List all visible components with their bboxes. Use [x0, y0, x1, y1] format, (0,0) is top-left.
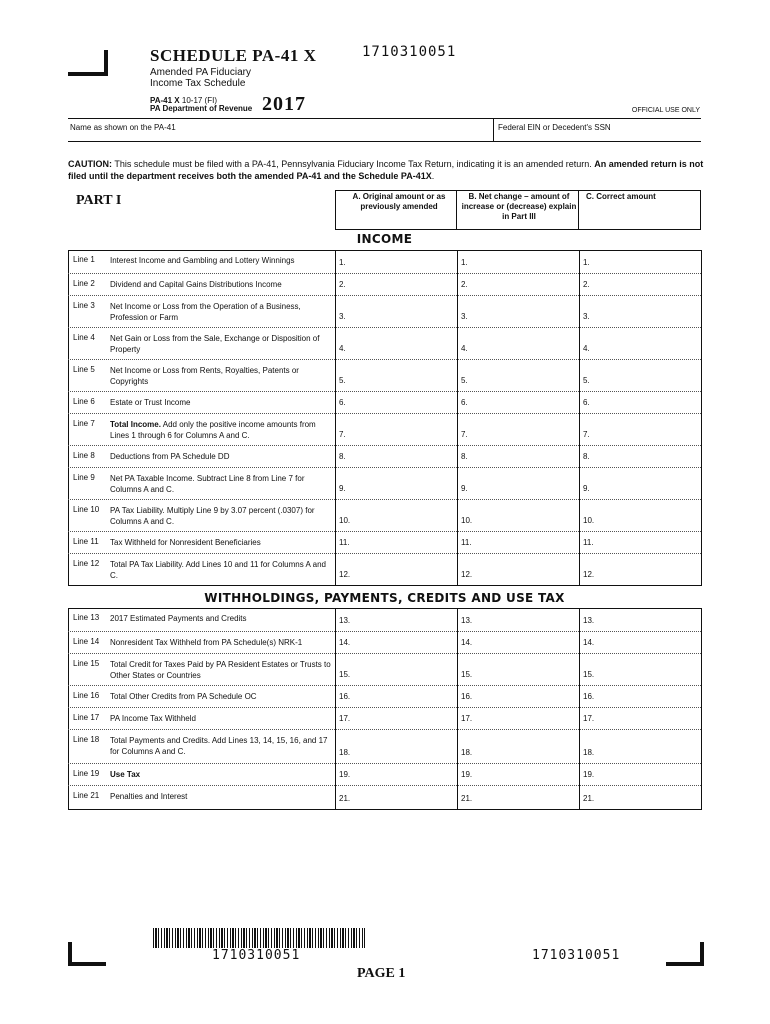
line-description-text: Dividend and Capital Gains Distributions Income: [110, 280, 282, 289]
table-row: [68, 414, 701, 446]
line-number: Line 2: [73, 279, 95, 288]
line-description: [110, 279, 334, 290]
form-number-top: 1710310051: [362, 44, 457, 60]
line-description-bold: Use Tax: [110, 770, 141, 779]
line-description-text: Interest Income and Gambling and Lottery Winnings: [110, 256, 295, 265]
column-b-input[interactable]: 10.: [461, 516, 473, 525]
column-c-input[interactable]: 5.: [583, 376, 590, 385]
line-description-text: Net PA Taxable Income. Subtract Line 8 from Line 7 for Columns A and C.: [110, 474, 305, 494]
line-description: [110, 613, 334, 624]
column-c-input[interactable]: 9.: [583, 484, 590, 493]
column-b-input[interactable]: 19.: [461, 770, 473, 779]
column-b-input[interactable]: 9.: [461, 484, 468, 493]
table-row: [68, 554, 701, 586]
table-row: [68, 500, 701, 532]
barcode: [153, 928, 365, 948]
column-b-input[interactable]: 12.: [461, 570, 473, 579]
column-a-input[interactable]: 2.: [339, 280, 346, 289]
column-c-input[interactable]: 13.: [583, 616, 595, 625]
column-a-input[interactable]: 7.: [339, 430, 346, 439]
table-row: [68, 730, 701, 764]
line-number: Line 18: [73, 735, 100, 744]
column-a-input[interactable]: 17.: [339, 714, 351, 723]
form-number-bottom: 1710310051: [532, 948, 621, 963]
income-section-title: INCOME: [356, 232, 413, 246]
line-description-text: Total Other Credits from PA Schedule OC: [110, 692, 257, 701]
column-b-input[interactable]: 21.: [461, 794, 473, 803]
column-c-input[interactable]: 21.: [583, 794, 595, 803]
column-a-header: A. Original amount or as previously amended: [352, 192, 446, 211]
line-number: Line 16: [73, 691, 100, 700]
column-c-header: C. Correct amount: [586, 192, 656, 201]
column-b-input[interactable]: 1.: [461, 258, 468, 267]
table-row: [68, 708, 701, 730]
column-a-input[interactable]: 21.: [339, 794, 351, 803]
barcode-number: 1710310051: [212, 948, 301, 963]
column-c-input[interactable]: 19.: [583, 770, 595, 779]
line-number: Line 10: [73, 505, 100, 514]
table-row: [68, 654, 701, 686]
line-description-text: Total Credit for Taxes Paid by PA Resident Estates or Trusts to Other States or Countries: [110, 660, 331, 680]
table-row: [68, 392, 701, 414]
column-c-input[interactable]: 10.: [583, 516, 595, 525]
form-id-block: [150, 97, 252, 113]
part-heading: PART I: [76, 193, 122, 208]
table-row: [68, 632, 701, 654]
column-b-header: B. Net change – amount of increase or (decrease) explain in Part III: [461, 192, 577, 221]
line-description-text: Deductions from PA Schedule DD: [110, 452, 230, 461]
line-number: Line 1: [73, 255, 95, 264]
withholdings-section-title: WITHHOLDINGS, PAYMENTS, CREDITS AND USE TAX: [204, 591, 565, 605]
line-number: Line 21: [73, 791, 100, 800]
column-a-input[interactable]: 3.: [339, 312, 346, 321]
line-description: [110, 333, 334, 355]
column-b-input[interactable]: 11.: [461, 538, 472, 547]
line-description: [110, 559, 334, 581]
table-row: [68, 608, 701, 632]
line-description: [110, 451, 334, 462]
column-c-input[interactable]: 1.: [583, 258, 590, 267]
line-description: [110, 365, 334, 387]
column-b-input[interactable]: 8.: [461, 452, 468, 461]
line-number: Line 8: [73, 451, 95, 460]
column-c-input[interactable]: 2.: [583, 280, 590, 289]
column-a-input[interactable]: 5.: [339, 376, 346, 385]
column-b-input[interactable]: 4.: [461, 344, 468, 353]
registration-mark-bottom-left: [68, 942, 106, 966]
line-number: Line 9: [73, 473, 95, 482]
caution-text: This schedule must be filed with a PA-41, Pennsylvania Fiduciary Income Tax Return, indicating it is an amended return.: [112, 159, 595, 169]
line-number: Line 17: [73, 713, 100, 722]
line-number: Line 4: [73, 333, 95, 342]
line-number: Line 15: [73, 659, 100, 668]
line-description-text: Estate or Trust Income: [110, 398, 191, 407]
line-description: [110, 473, 334, 495]
line-description-text: Net Income or Loss from Rents, Royalties, Patents or Copyrights: [110, 366, 299, 386]
line-description-text: PA Income Tax Withheld: [110, 714, 196, 723]
column-b-input[interactable]: 15.: [461, 670, 473, 679]
column-b-input[interactable]: 2.: [461, 280, 468, 289]
column-a-input[interactable]: 11.: [339, 538, 350, 547]
line-description-text: PA Tax Liability. Multiply Line 9 by 3.07 percent (.0307) for Columns A and C.: [110, 506, 315, 526]
line-description: [110, 713, 334, 724]
ein-field[interactable]: Federal EIN or Decedent's SSN: [498, 123, 611, 132]
line-description-text: Total Payments and Credits. Add Lines 13, 14, 15, 16, and 17 for Columns A and C.: [110, 736, 328, 756]
line-description: [110, 537, 334, 548]
registration-mark-bottom-right: [666, 942, 704, 966]
column-b-input[interactable]: 16.: [461, 692, 473, 701]
line-number: Line 12: [73, 559, 100, 568]
column-c-input[interactable]: 7.: [583, 430, 590, 439]
column-a-input[interactable]: 16.: [339, 692, 351, 701]
column-a-input[interactable]: 12.: [339, 570, 351, 579]
column-a-input[interactable]: 13.: [339, 616, 351, 625]
form-id: PA-41 X: [150, 96, 180, 105]
line-description: [110, 255, 334, 266]
form-revision: 10-17 (FI): [181, 96, 217, 105]
caution-end: .: [431, 171, 435, 181]
page-number: PAGE 1: [357, 966, 406, 981]
column-b-input[interactable]: 18.: [461, 748, 473, 757]
line-description: [110, 397, 334, 408]
official-use-label: OFFICIAL USE ONLY: [631, 107, 700, 114]
line-description-text: Penalties and Interest: [110, 792, 188, 801]
line-description: [110, 659, 334, 681]
line-number: Line 6: [73, 397, 95, 406]
subtitle-line-2: Income Tax Schedule: [150, 78, 246, 89]
form-title: SCHEDULE PA-41 X: [150, 46, 317, 65]
line-description-text: Total PA Tax Liability. Add Lines 10 and 11 for Columns A and C.: [110, 560, 326, 580]
line-description-text: Net Gain or Loss from the Sale, Exchange or Disposition of Property: [110, 334, 320, 354]
column-b-input[interactable]: 6.: [461, 398, 468, 407]
line-description: [110, 691, 334, 702]
column-a-input[interactable]: 8.: [339, 452, 346, 461]
department-name: PA Department of Revenue: [150, 104, 253, 113]
column-a-input[interactable]: 6.: [339, 398, 346, 407]
column-a-input[interactable]: 9.: [339, 484, 346, 493]
table-row: [68, 274, 701, 296]
table-row: [68, 360, 701, 392]
table-row: [68, 328, 701, 360]
line-description: [110, 769, 334, 780]
line-number: Line 5: [73, 365, 95, 374]
line-description: [110, 637, 334, 648]
column-c-input[interactable]: 17.: [583, 714, 595, 723]
line-description: [110, 419, 334, 441]
column-b-input[interactable]: 5.: [461, 376, 468, 385]
column-a-input[interactable]: 15.: [339, 670, 351, 679]
caution-lead: CAUTION:: [68, 159, 112, 169]
column-c-input[interactable]: 15.: [583, 670, 595, 679]
line-description-bold: Total Income.: [110, 420, 161, 429]
line-number: Line 14: [73, 637, 100, 646]
caution-bold: An amended return is not filed until the department receives both the amended PA-41 and the Schedule PA-41X: [68, 159, 704, 181]
line-description: [110, 735, 334, 757]
line-number: Line 7: [73, 419, 95, 428]
column-c-input[interactable]: 12.: [583, 570, 595, 579]
caution-notice: [68, 158, 708, 182]
column-c-input[interactable]: 4.: [583, 344, 590, 353]
line-description: [110, 301, 334, 323]
column-c-input[interactable]: 8.: [583, 452, 590, 461]
column-b-input[interactable]: 14.: [461, 638, 473, 647]
column-b-input[interactable]: 17.: [461, 714, 473, 723]
line-description-text: Tax Withheld for Nonresident Beneficiaries: [110, 538, 261, 547]
column-c-input[interactable]: 16.: [583, 692, 595, 701]
subtitle-line-1: Amended PA Fiduciary: [150, 67, 251, 78]
column-a-input[interactable]: 14.: [339, 638, 351, 647]
column-a-input[interactable]: 18.: [339, 748, 351, 757]
table-row: [68, 786, 701, 810]
column-a-input[interactable]: 1.: [339, 258, 346, 267]
table-row: [68, 446, 701, 468]
line-number: Line 3: [73, 301, 95, 310]
column-a-input[interactable]: 19.: [339, 770, 351, 779]
table-row: [68, 250, 701, 274]
form-subtitle: [150, 67, 251, 89]
name-field[interactable]: Name as shown on the PA-41: [70, 123, 176, 132]
line-number: Line 11: [73, 537, 99, 546]
column-b-input[interactable]: 13.: [461, 616, 473, 625]
line-description: [110, 505, 334, 527]
table-row: [68, 686, 701, 708]
column-a-input[interactable]: 10.: [339, 516, 351, 525]
line-description-text: Nonresident Tax Withheld from PA Schedule(s) NRK-1: [110, 638, 303, 647]
line-description-text: Add only the positive income amounts from Lines 1 through 6 for Columns A and C.: [110, 420, 316, 440]
column-c-input[interactable]: 14.: [583, 638, 595, 647]
column-c-input[interactable]: 11.: [583, 538, 594, 547]
table-row: [68, 296, 701, 328]
line-description-text: Net Income or Loss from the Operation of a Business, Profession or Farm: [110, 302, 301, 322]
column-c-input[interactable]: 6.: [583, 398, 590, 407]
registration-mark-top-left: [68, 50, 108, 76]
line-description: [110, 791, 334, 802]
table-row: [68, 764, 701, 786]
column-c-input[interactable]: 18.: [583, 748, 595, 757]
line-description-text: 2017 Estimated Payments and Credits: [110, 614, 247, 623]
column-b-input[interactable]: 7.: [461, 430, 468, 439]
line-number: Line 19: [73, 769, 100, 778]
column-a-input[interactable]: 4.: [339, 344, 346, 353]
column-b-input[interactable]: 3.: [461, 312, 468, 321]
column-c-input[interactable]: 3.: [583, 312, 590, 321]
table-row: [68, 532, 701, 554]
tax-year: 2017: [262, 93, 306, 115]
table-row: [68, 468, 701, 500]
line-number: Line 13: [73, 613, 100, 622]
